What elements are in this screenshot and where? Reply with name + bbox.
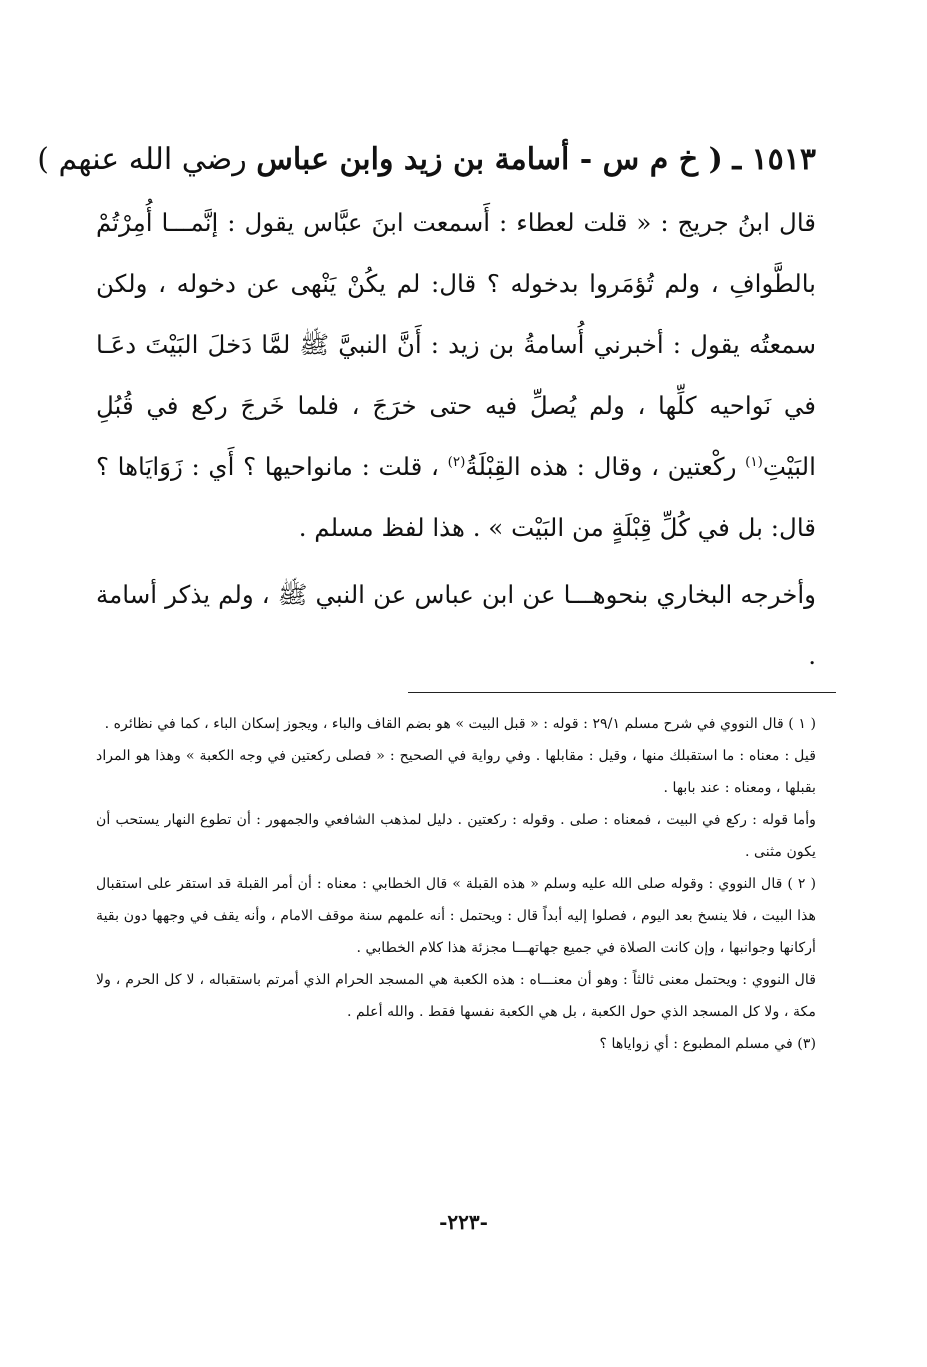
footnote-ref-2: (٢) xyxy=(447,453,466,470)
footnote-2: ( ٢ ) قال النووي : وقوله صلى الله عليه وسلم « هذه القبلة » قال الخطابي : معناه : أن أمر القبلة قد استقر على استقبال هذا البيت ، فلا ينسخ بعد اليوم ، فصلوا إليه أبداً قال : ويحتمل : أنه علمهم سنة موقف الامام ، وأنه يقف في وجهها دون بقية أركانها وجوانبها ، وإن كانت الصلاة في جميع جهاتهـــا مجزئة هذا كلام الخطابي . xyxy=(96,876,816,956)
takhrij-paragraph: وأخرجه البخاري بنحوهـــا عن ابن عباس عن النبي ﷺ ، ولم يذكر أسامة . xyxy=(96,580,816,670)
footnote-2-continued: قال النووي : ويحتمل معنى ثالثاً : وهو أن معنـــاه : هذه الكعبة هي المسجد الحرام الذي أمرتم باستقباله ، لا كل الحرم ، ولا مكة ، ولا كل المسجد الذي حول الكعبة ، بل هي الكعبة نفسها فقط . والله أعلم . xyxy=(96,972,816,1020)
footnote-1-continued: وأما قوله : ركع في البيت ، فمعناه : صلى . وقوله : ركعتين . دليل لمذهب الشافعي والجمهور : أن تطوع النهار يستحب أن يكون مثنى . xyxy=(96,812,816,860)
footnotes xyxy=(96,708,816,1060)
hadith-sources: ( خ م س - أسامة بن زيد وابن عباس xyxy=(256,142,723,177)
hadith-text-part-2: ركْعتين ، وقال : هذه القِبْلَةُ xyxy=(465,452,737,481)
footnote-1: ( ١ ) قال النووي في شرح مسلم ٢٩/١ : قوله : « قبل البيت » هو بضم القاف والباء ، ويجوز إسكان الباء ، كما في نظائره . xyxy=(104,716,816,732)
hadith-text-part-3: ، قلت : مانواحيها ؟ أَي : زَوَايَاها ؟ قال: بل في كُلِّ قِبْلَةٍ من البَيْت » . هذا لفظ مسلم . xyxy=(96,452,816,542)
hadith-text-part-1: قال ابنُ جريج : « قلت لعطاء : أَسمعت ابنَ عبَّاس يقول : إنَّمـــا أُمِرْتُمْ بالطَّوافِ ، ولم تُؤمَروا بدخوله ؟ قال: لم يكُنْ يَنْهى عن دخوله ، ولكن سمعتُه يقول : أخبرني أُسامةُ بن زيد : أَنَّ النبيَّ ﷺ لمَّا دَخلَ البَيْتَ دعَـا في نَواحيه كلِّها ، ولم يُصلِّ فيه حتى خرَجَ ، فلما خَرجَ ركع في قُبُلِ البَيْتِ xyxy=(96,208,816,481)
hadith-number: ١٥١٣ ـ xyxy=(732,142,816,177)
hadith-entry xyxy=(37,132,816,686)
hadith-heading xyxy=(37,132,816,188)
hadith-blessing: رضي الله عنهم ) xyxy=(37,142,247,177)
footnote-3: (٣) في مسلم المطبوع : أي زواياها ؟ xyxy=(599,1036,816,1052)
hadith-text xyxy=(96,192,816,558)
footnote-divider xyxy=(408,692,836,693)
page-number: -٢٢٣- xyxy=(439,1210,488,1234)
footnote-ref-1: (١) xyxy=(745,453,763,470)
footnote-1-continued: قيل : معناه : ما استقبلك منها ، وقيل : مقابلها . وفي رواية في الصحيح : « فصلى ركعتين في وجه الكعبة » وهذا هو المراد بقبلها ، ومعناه : عند بابها . xyxy=(96,748,816,796)
